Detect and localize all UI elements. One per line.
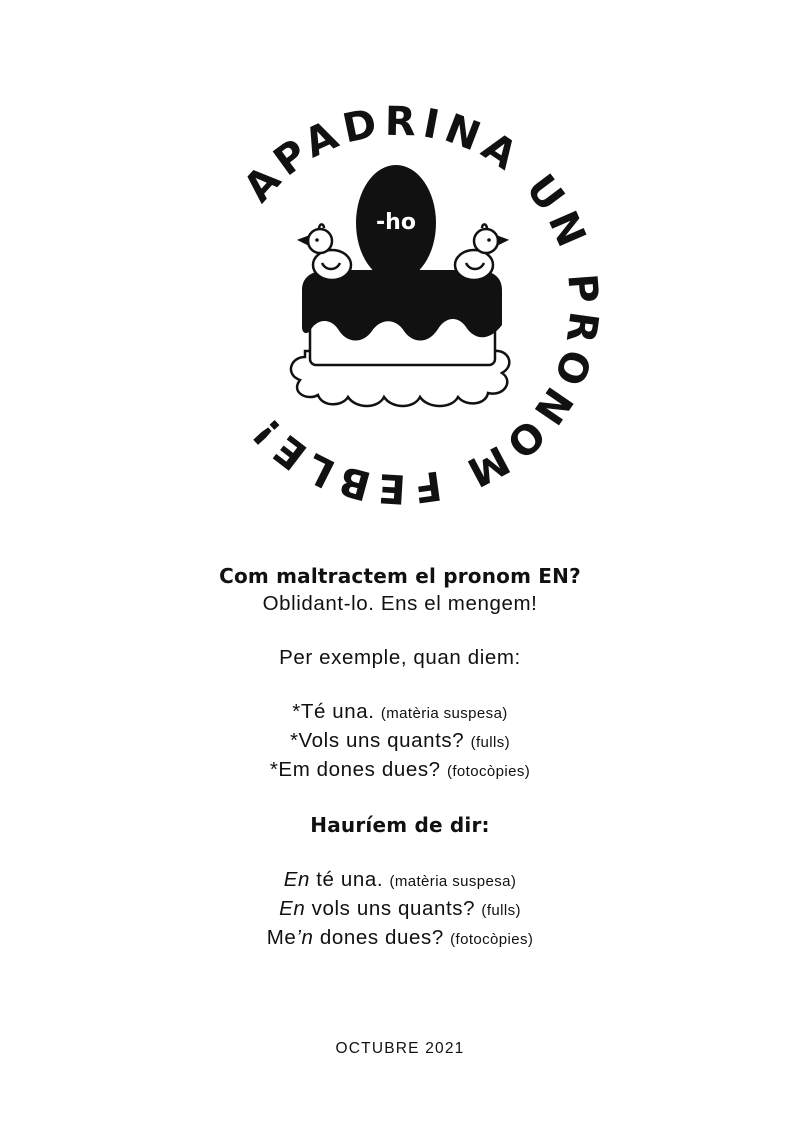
correct-example-note: (fotocòpies) (450, 931, 534, 948)
wrong-example-text: *Em dones dues? (269, 758, 441, 781)
ring-textpath: APADRINA UN PRONOM FEBLE! (235, 98, 607, 512)
correct-example (100, 924, 700, 953)
wrong-example-note: (fotocòpies) (446, 763, 531, 780)
wrong-example-note: (matèria suspesa) (380, 705, 508, 722)
correct-example-text: vols uns quants? (305, 897, 476, 920)
egg-label: -ho (376, 210, 416, 235)
pronoun-en: En (283, 868, 310, 891)
wrong-example-text: *Vols uns quants? (289, 729, 465, 752)
pronoun-en: En (279, 897, 306, 920)
wrong-example (100, 727, 700, 756)
correct-example-text: té una. (309, 868, 384, 891)
pronoun-n: ’n (296, 926, 314, 949)
correct-example-text: dones dues? (313, 926, 444, 949)
correct-example-note: (fulls) (481, 902, 521, 919)
cake-logo (190, 95, 610, 515)
example-intro: Per exemple, quan diem: (279, 646, 521, 669)
wrong-example (100, 756, 700, 785)
correct-heading: Hauríem de dir: (310, 813, 490, 837)
question-heading: Com maltractem el pronom EN? (219, 564, 581, 588)
correct-example (100, 866, 700, 895)
correct-example (100, 895, 700, 924)
wrong-example (100, 698, 700, 727)
footer-date: OCTUBRE 2021 (335, 1040, 465, 1057)
wrong-example-note: (fulls) (470, 734, 511, 751)
correct-example-pre: Me (266, 926, 297, 949)
logo-emblem (190, 95, 610, 515)
right-chick-icon (455, 224, 506, 280)
main-content (100, 563, 700, 953)
correct-example-note: (matèria suspesa) (389, 873, 517, 890)
wrong-example-text: *Té una. (292, 700, 375, 723)
answer-text: Oblidant-lo. Ens el mengem! (262, 592, 538, 615)
left-chick-icon (300, 224, 351, 280)
